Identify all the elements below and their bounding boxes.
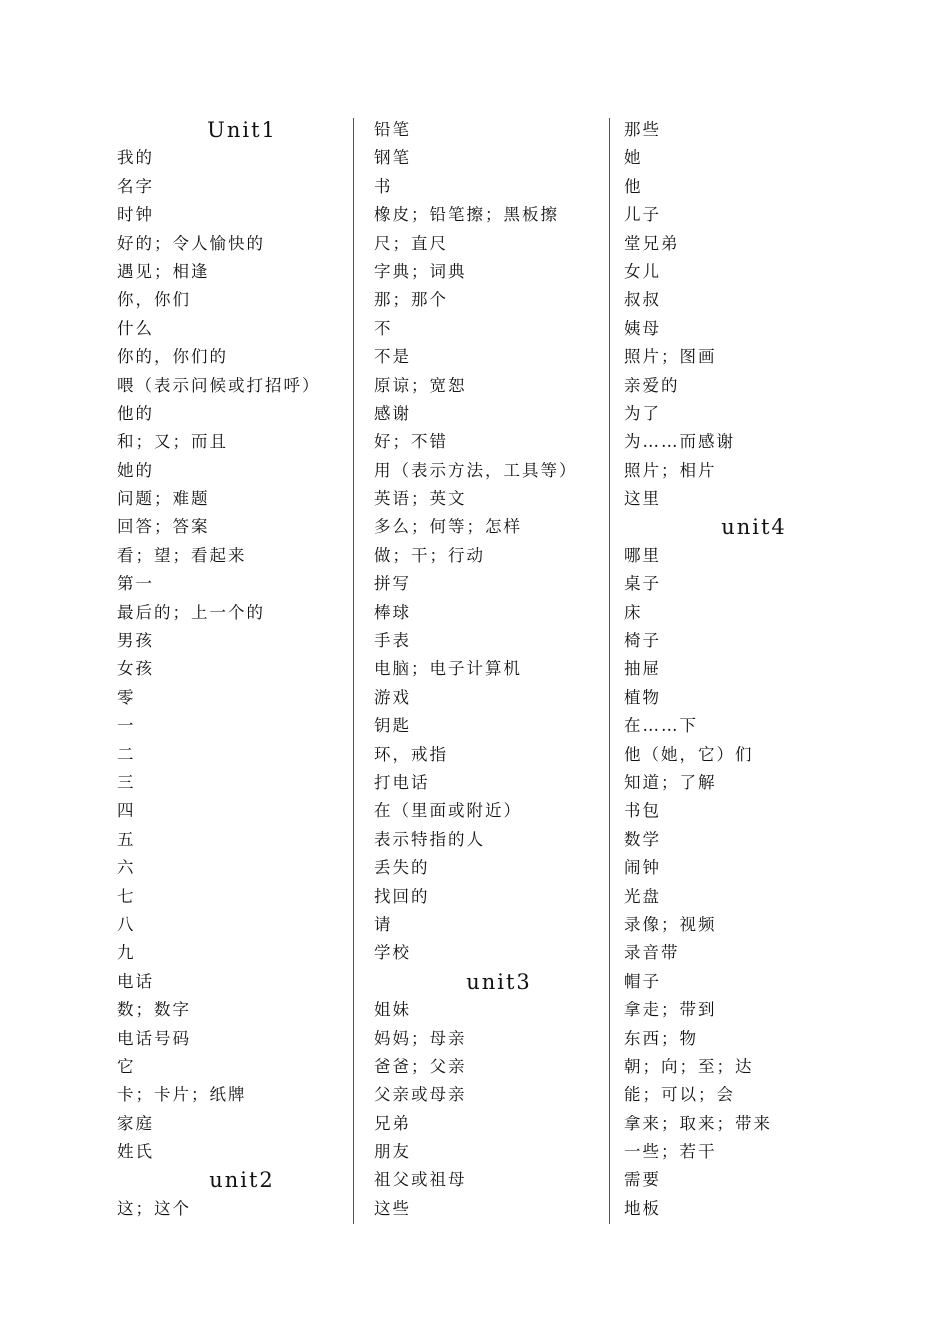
vocab-entry: 能；可以；会 [624, 1085, 735, 1105]
vocab-entry: 桌子 [624, 574, 661, 594]
vocab-entry: 学校 [374, 943, 411, 963]
vocab-entry: 棒球 [374, 602, 411, 622]
vocab-entry: 堂兄弟 [624, 233, 680, 253]
unit-heading: unit2 [209, 1168, 275, 1193]
vocab-entry: 九 [117, 943, 136, 963]
vocab-column-2 [374, 116, 624, 1223]
vocab-entry: 抽屉 [624, 659, 661, 679]
vocab-entry: 男孩 [117, 631, 154, 651]
vocab-entry: 帽子 [624, 971, 661, 991]
vocab-entry: 遇见；相逢 [117, 261, 210, 281]
vocab-entry: 祖父或祖母 [374, 1170, 467, 1190]
vocab-entry: 光盘 [624, 886, 661, 906]
vocab-column-3 [624, 116, 884, 1223]
column-divider [609, 118, 610, 1224]
vocab-entry: 四 [117, 801, 136, 821]
vocab-entry: 拿走；带到 [624, 1000, 717, 1020]
vocab-entry: 环，戒指 [374, 744, 448, 764]
vocab-entry: 零 [117, 687, 136, 707]
unit-heading: Unit1 [207, 118, 277, 142]
vocab-entry: 我的 [117, 148, 154, 168]
vocab-entry: 爸爸；父亲 [374, 1056, 467, 1076]
vocab-entry: 他的 [117, 403, 154, 423]
vocab-entry: 哪里 [624, 545, 661, 565]
vocab-entry: 感谢 [374, 403, 411, 423]
vocab-entry: 椅子 [624, 631, 661, 651]
vocab-entry: 植物 [624, 687, 661, 707]
vocab-entry: 姨母 [624, 318, 661, 338]
vocab-entry: 二 [117, 744, 136, 764]
vocab-entry: 在（里面或附近） [374, 801, 522, 821]
vocab-entry: 卡；卡片；纸牌 [117, 1085, 247, 1105]
vocab-entry: 表示特指的人 [374, 829, 485, 849]
vocab-entry: 书 [374, 176, 393, 196]
vocab-entry: 看；望；看起来 [117, 545, 247, 565]
vocab-entry: 父亲或母亲 [374, 1085, 467, 1105]
vocab-entry: 八 [117, 914, 136, 934]
vocab-entry: 最后的；上一个的 [117, 602, 265, 622]
vocab-entry: 姐妹 [374, 1000, 411, 1020]
vocab-entry: 需要 [624, 1170, 661, 1190]
vocab-entry: 为……而感谢 [624, 432, 735, 452]
vocab-entry: 照片；图画 [624, 347, 717, 367]
vocab-entry: 他（她，它）们 [624, 744, 754, 764]
column-divider [353, 118, 354, 1224]
vocab-entry: 你的，你们的 [117, 347, 228, 367]
vocab-entry: 五 [117, 829, 136, 849]
vocab-entry: 不 [374, 318, 393, 338]
vocab-entry: 床 [624, 602, 643, 622]
vocab-entry: 好的；令人愉快的 [117, 233, 265, 253]
vocab-entry: 七 [117, 886, 136, 906]
vocab-entry: 多么；何等；怎样 [374, 517, 522, 537]
vocab-entry: 游戏 [374, 687, 411, 707]
vocab-entry: 和；又；而且 [117, 432, 228, 452]
vocab-entry: 字典；词典 [374, 261, 467, 281]
vocab-entry: 它 [117, 1056, 136, 1076]
vocab-entry: 数学 [624, 829, 661, 849]
vocab-entry: 时钟 [117, 205, 154, 225]
vocab-entry: 喂（表示问候或打招呼） [117, 375, 321, 395]
vocab-entry: 录音带 [624, 943, 680, 963]
vocab-entry: 问题；难题 [117, 489, 210, 509]
vocab-entry: 尺；直尺 [374, 233, 448, 253]
vocab-entry: 那些 [624, 120, 661, 139]
vocab-entry: 一 [117, 716, 136, 736]
vocab-entry: 女孩 [117, 659, 154, 679]
vocab-column-1 [117, 116, 367, 1223]
vocab-entry: 这；这个 [117, 1198, 191, 1218]
vocab-entry: 做；干；行动 [374, 545, 485, 565]
vocab-entry: 叔叔 [624, 290, 661, 310]
vocab-entry: 手表 [374, 631, 411, 651]
vocab-entry: 电话号码 [117, 1028, 191, 1048]
vocab-entry: 闹钟 [624, 858, 661, 878]
vocab-entry: 拼写 [374, 574, 411, 594]
vocab-entry: 丢失的 [374, 858, 430, 878]
vocab-entry: 你，你们 [117, 290, 191, 310]
vocab-entry: 姓氏 [117, 1142, 154, 1162]
vocab-entry: 地板 [624, 1198, 661, 1218]
vocab-entry: 不是 [374, 347, 411, 367]
vocab-entry: 朋友 [374, 1142, 411, 1162]
vocab-entry: 三 [117, 772, 136, 792]
vocab-entry: 打电话 [374, 772, 430, 792]
vocab-entry: 英语；英文 [374, 489, 467, 509]
vocab-entry: 亲爱的 [624, 375, 680, 395]
vocab-entry: 儿子 [624, 205, 661, 225]
vocab-entry: 家庭 [117, 1113, 154, 1133]
vocab-entry: 第一 [117, 574, 154, 594]
vocab-entry: 拿来；取来；带来 [624, 1113, 772, 1133]
vocab-entry: 书包 [624, 801, 661, 821]
vocab-entry: 找回的 [374, 886, 430, 906]
vocab-entry: 什么 [117, 318, 154, 338]
vocab-entry: 东西；物 [624, 1028, 698, 1048]
vocab-entry: 她 [624, 148, 643, 168]
vocab-entry: 橡皮；铅笔擦；黑板擦 [374, 205, 559, 225]
vocab-entry: 照片；相片 [624, 460, 717, 480]
vocab-entry: 回答；答案 [117, 517, 210, 537]
vocab-entry: 朝；向；至；达 [624, 1056, 754, 1076]
vocab-entry: 电脑；电子计算机 [374, 659, 522, 679]
vocab-entry: 铅笔 [374, 120, 411, 139]
vocab-entry: 原谅；宽恕 [374, 375, 467, 395]
vocab-entry: 妈妈；母亲 [374, 1028, 467, 1048]
vocab-entry: 钢笔 [374, 148, 411, 168]
vocab-entry: 她的 [117, 460, 154, 480]
vocab-entry: 一些；若干 [624, 1142, 717, 1162]
vocab-entry: 为了 [624, 403, 661, 423]
vocab-entry: 在……下 [624, 716, 698, 736]
vocab-entry: 他 [624, 176, 643, 196]
vocab-entry: 这里 [624, 489, 661, 509]
vocab-entry: 请 [374, 914, 393, 934]
vocab-entry: 用（表示方法，工具等） [374, 460, 578, 480]
vocab-entry: 名字 [117, 176, 154, 196]
vocab-entry: 钥匙 [374, 716, 411, 736]
vocab-entry: 数；数字 [117, 1000, 191, 1020]
vocab-entry: 女儿 [624, 261, 661, 281]
vocab-entry: 六 [117, 858, 136, 878]
unit-heading: unit4 [721, 515, 787, 540]
vocab-entry: 好；不错 [374, 432, 448, 452]
unit-heading: unit3 [466, 969, 532, 994]
vocab-entry: 这些 [374, 1198, 411, 1218]
vocab-entry: 兄弟 [374, 1113, 411, 1133]
vocab-entry: 录像；视频 [624, 914, 717, 934]
vocab-entry: 那；那个 [374, 290, 448, 310]
vocab-entry: 电话 [117, 971, 154, 991]
vocab-entry: 知道；了解 [624, 772, 717, 792]
